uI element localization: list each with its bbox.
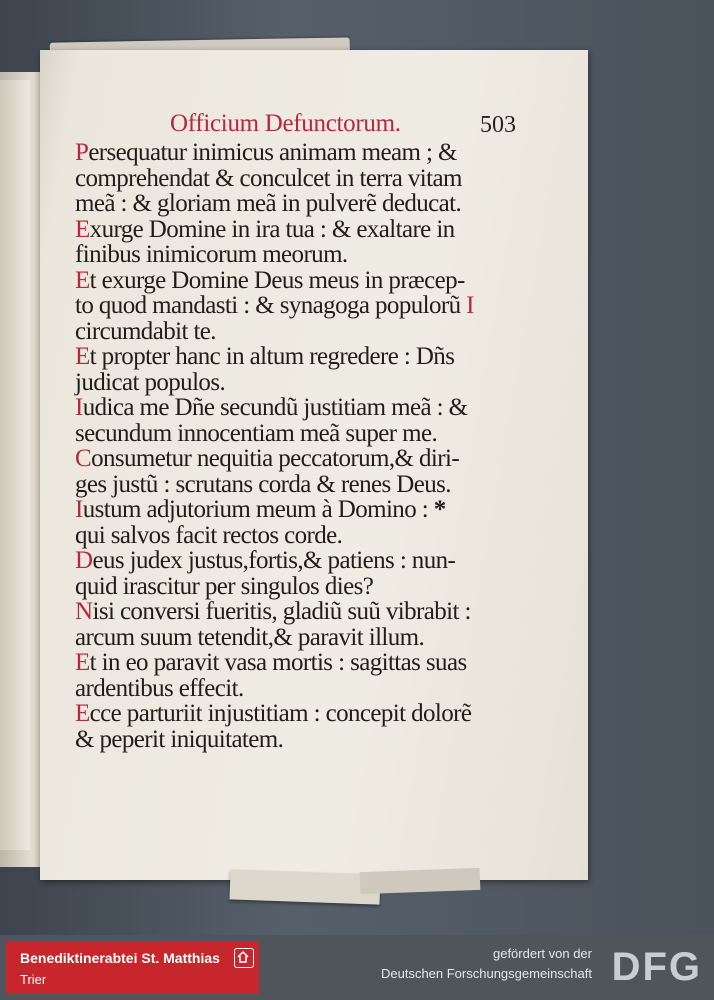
running-title: Officium Defunctorum. [170, 110, 401, 137]
funding-line-1: gefördert von der [492, 946, 592, 961]
text-line: Iustum adjutorium meum à Domino : * [75, 496, 446, 523]
institution-logo-icon [234, 948, 254, 968]
asterisk-mark: * [433, 496, 446, 523]
text-line: & peperit iniquitatem. [75, 725, 284, 753]
page-number: 503 [480, 112, 516, 138]
text-line: finibus inimicorum meorum. [75, 241, 348, 268]
rubric-initial: P [75, 139, 89, 166]
rubric-initial: E [75, 343, 90, 370]
text-line: circumdabit te. [75, 317, 216, 345]
text-line: qui salvos facit rectos corde. [75, 521, 343, 549]
rubric-initial: E [75, 700, 90, 727]
text-line: Exurge Domine in ira tua : & exaltare in [75, 215, 455, 243]
margin-mark: I [466, 292, 474, 319]
text-line: to quod mandasti : & synagoga populorũ I [75, 292, 474, 319]
rubric-initial: I [75, 496, 83, 523]
rubric-initial: C [75, 445, 92, 472]
text-line: Persequatur inimicus animam meam ; & [75, 139, 457, 166]
text-line: quid irascitur per singulos dies? [75, 572, 374, 600]
left-page-edge-inner [0, 80, 30, 850]
rubric-initial: E [75, 649, 90, 676]
text-line: Et propter hanc in altum regredere : Dñs [75, 343, 455, 370]
text-line: meã : & gloriam meã in pulverẽ deducat. [75, 190, 462, 217]
text-line: Nisi conversi fueritis, gladiũ suũ vibrabit : [75, 598, 471, 625]
text-line: comprehendat & conculcet in terra vitam [75, 164, 462, 192]
rubric-initial: E [75, 215, 90, 243]
text-line: Et exurge Domine Deus meus in præcep- [75, 266, 465, 294]
page-scrap [360, 868, 481, 894]
dfg-logo[interactable]: DFG [611, 945, 702, 989]
page-scrap [230, 869, 381, 904]
text-line: ardentibus effecit. [75, 674, 244, 702]
text-line: Et in eo paravit vasa mortis : sagittas suas [75, 649, 467, 676]
footer-bar [0, 935, 714, 1000]
psalm-text [75, 140, 525, 752]
text-line: Iudica me Dñe secundũ justitiam meã : & [75, 394, 468, 421]
text-line: arcum suum tetendit,& paravit illum. [75, 623, 425, 651]
rubric-initial: N [75, 598, 93, 625]
rubric-initial: I [75, 394, 83, 421]
institution-name: Benediktinerabtei St. Matthias [20, 950, 220, 966]
text-line: Deus judex justus,fortis,& patiens : nun- [75, 547, 456, 574]
text-line: secundum innocentiam meã super me. [75, 419, 438, 447]
text-line: judicat populos. [75, 368, 226, 396]
institution-link[interactable] [6, 942, 259, 994]
rubric-initial: E [75, 266, 90, 294]
institution-city: Trier [20, 972, 47, 987]
text-line: Consumetur nequitia peccatorum,& diri- [75, 445, 460, 472]
rubric-initial: D [75, 547, 93, 574]
text-line: Ecce parturiit injustitiam : concepit dolorẽ [75, 700, 472, 727]
funding-line-2: Deutschen Forschungsgemeinschaft [380, 966, 592, 981]
text-line: ges justũ : scrutans corda & renes Deus. [75, 470, 451, 498]
